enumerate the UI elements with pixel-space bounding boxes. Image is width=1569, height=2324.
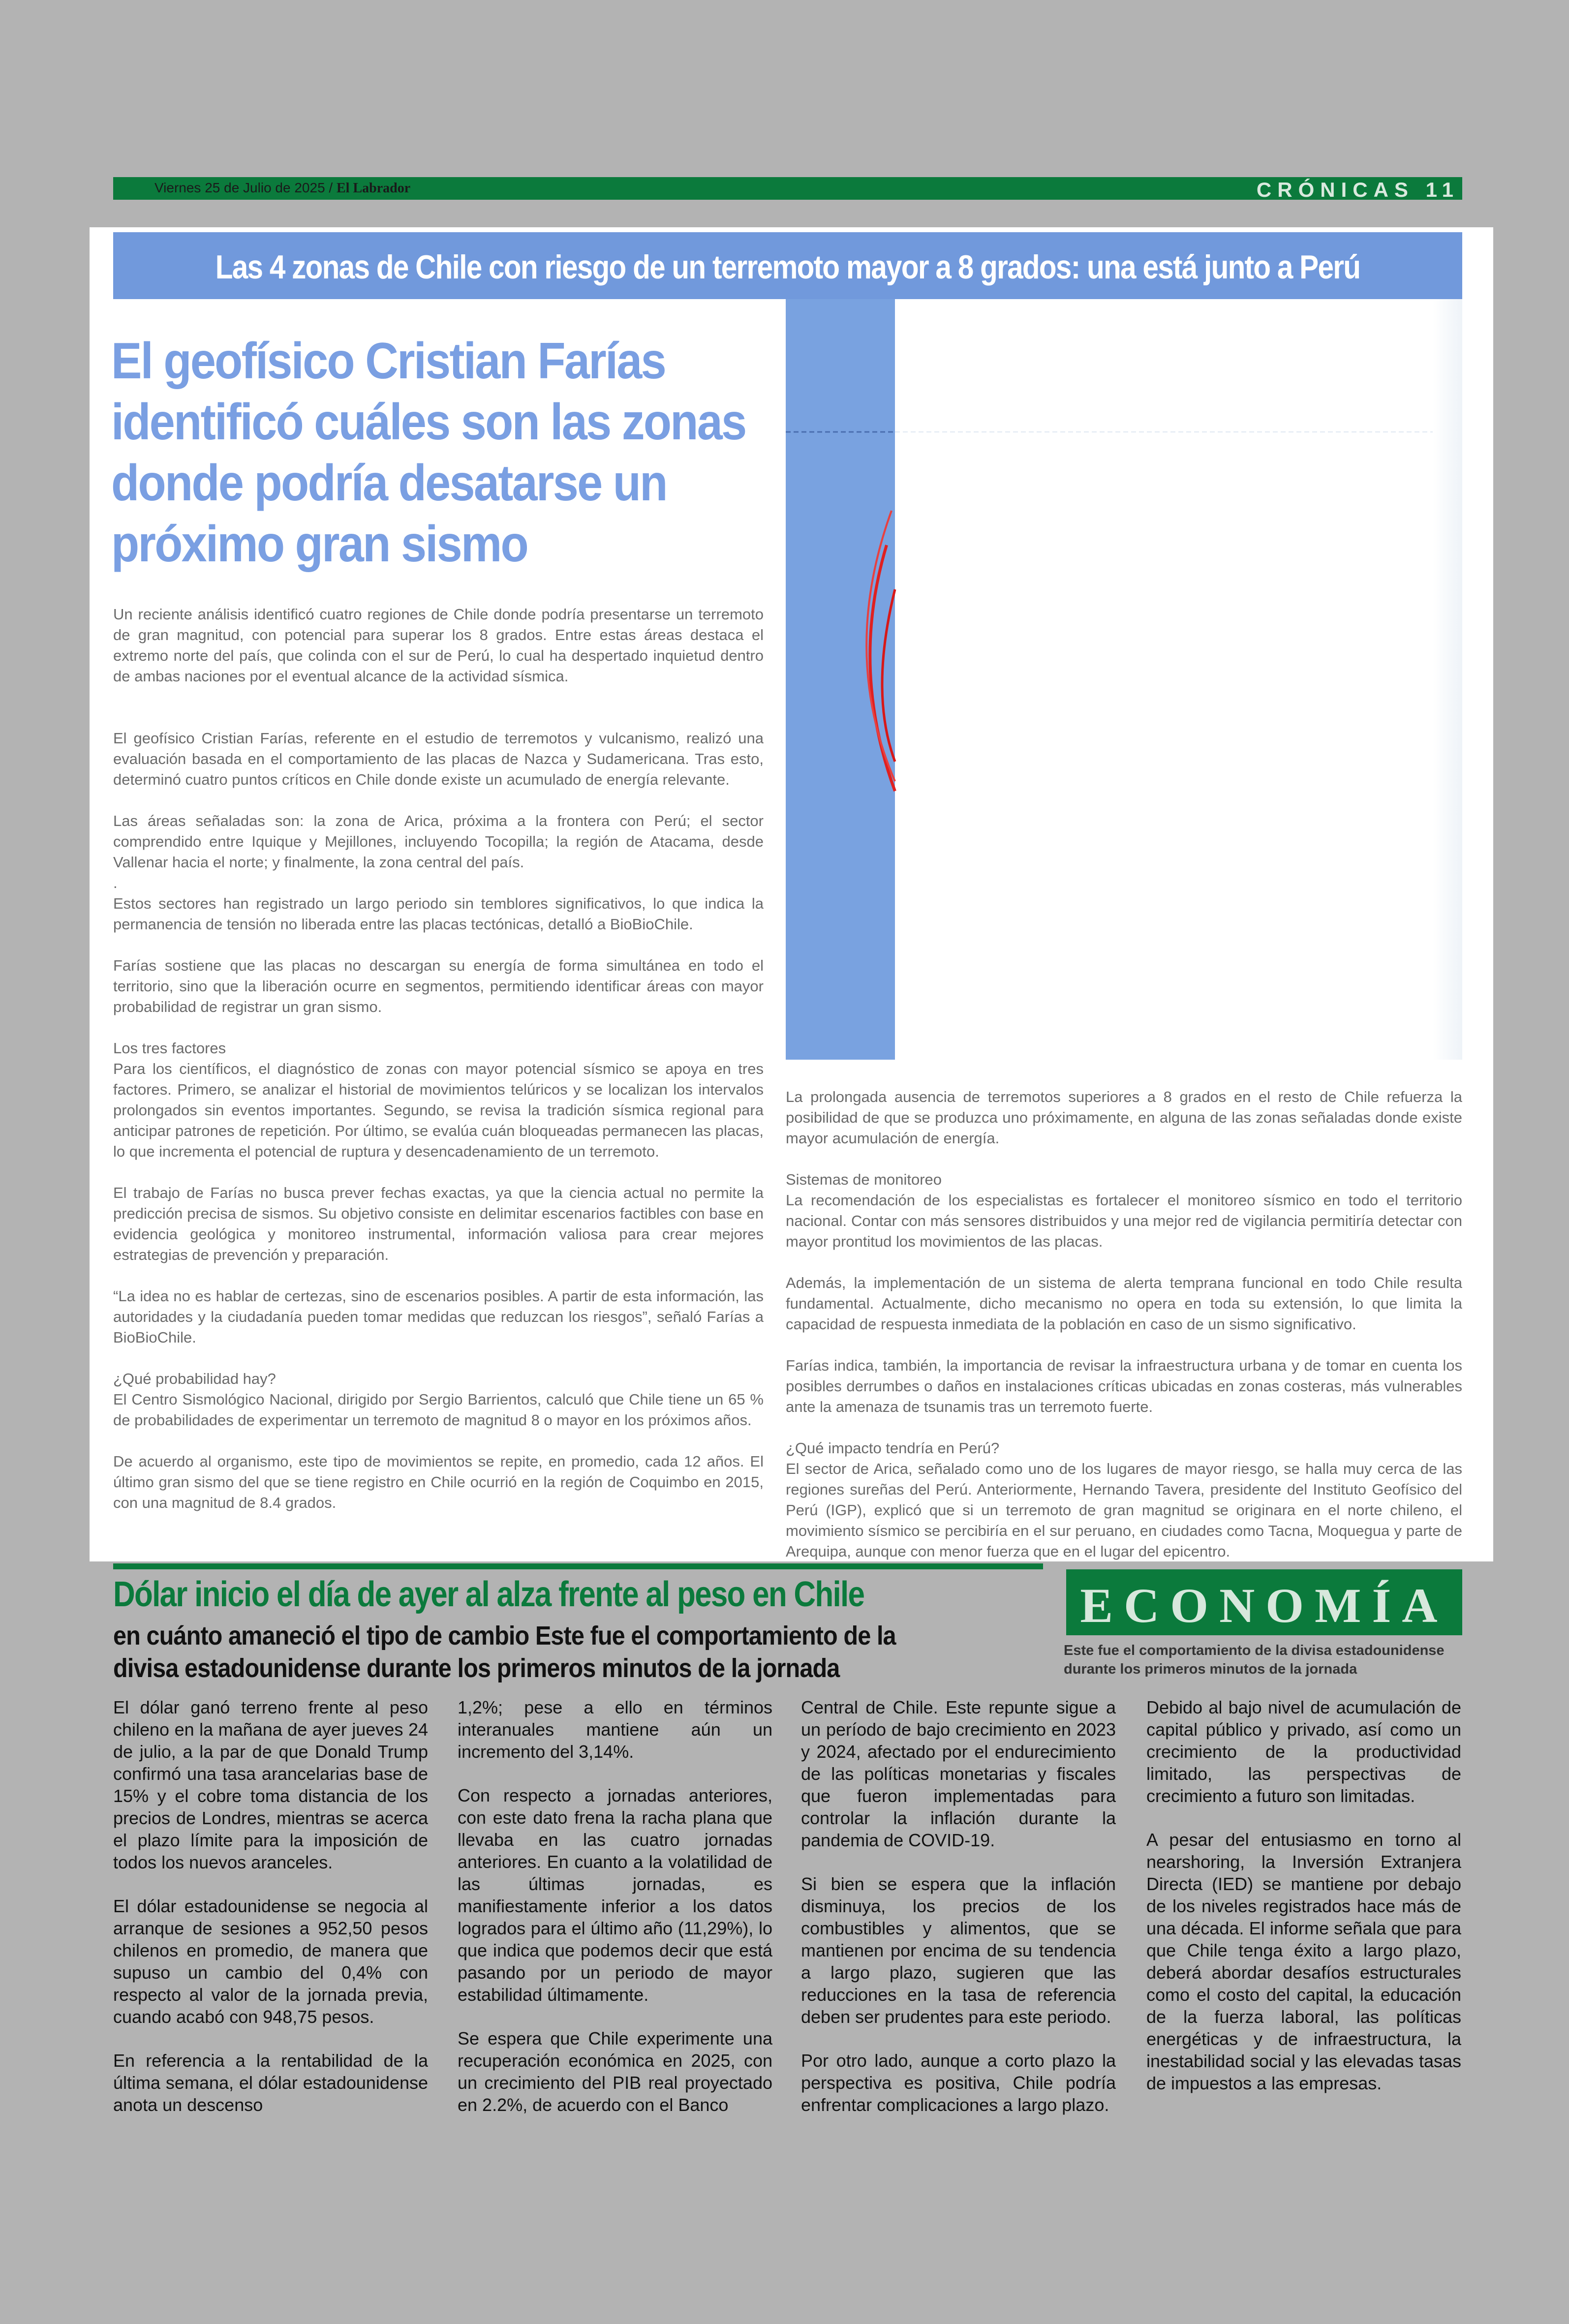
economy-paragraph: Central de Chile. Este repunte sigue a un período de bajo crecimiento en 2023 y 2024, afectado por el endurecimiento de las políticas monetarias y fiscales que fueron implementadas para controlar la inflación durante la pandemia de COVID-19.: [801, 1697, 1116, 1850]
economy-paragraph: El dólar ganó terreno frente al peso chileno en la mañana de ayer jueves 24 de julio, a la par de que Donald Trump confirmó una tasa arancelarias base de 15% y el cobre toma distancia de los precios de Londres, mientras se acerca el plazo límite para la imposición de todos los nuevos aranceles.: [113, 1697, 428, 1872]
article-paragraph: Estos sectores han registrado un largo periodo sin temblores significativos, lo que indica la permanencia de tensión no liberada entre las placas tectónicas, detalló a BioBioChile.: [113, 895, 764, 933]
newspaper-name: El Labrador: [336, 181, 411, 196]
article-section-heading: Los tres factores: [113, 1040, 226, 1057]
article-section-heading: ¿Qué impacto tendría en Perú?: [786, 1439, 1000, 1457]
fault-line-3: [882, 589, 895, 762]
article-paragraph: Farías sostiene que las placas no descargan su energía de forma simultánea en todo el territorio, sino que la liberación ocurre en segmentos, permitiendo identificar áreas con mayor probabilidad de registrar un gran sismo.: [113, 957, 764, 1015]
article-headline: Las 4 zonas de Chile con riesgo de un terremoto mayor a 8 grados: una está junto a Perú: [215, 248, 1360, 286]
economy-column-1: [113, 1696, 428, 2138]
economy-paragraph: En referencia a la rentabilidad de la última semana, el dólar estadounidense anota un descenso: [113, 2050, 428, 2115]
economy-column-4: [1146, 1696, 1461, 2116]
article-paragraph: La prolongada ausencia de terremotos superiores a 8 grados en el resto de Chile refuerza la posibilidad de que se produzca uno próximamente, en alguna de las zonas señaladas donde existe mayor acumulación de energía.: [786, 1088, 1462, 1147]
article-paragraph: Las áreas señaladas son: la zona de Arica, próxima a la frontera con Perú; el sector comprendido entre Iquique y Mejillones, incluyendo Tocopilla; la región de Atacama, desde Vallenar hacia el norte; y finalmente, la zona central del país.: [113, 812, 764, 871]
article-paragraph: Para los científicos, el diagnóstico de zonas con mayor potencial sísmico se apoya en tres factores. Primero, se analizar el historial de movimientos telúricos y se localizan los intervalos prolongados sin eventos importantes. Segundo, se revisa la tradición sísmica regional para anticipar patrones de repetición. Por último, se evalúa cuán bloqueadas permanecen las placas, lo que incrementa el potencial de ruptura y desencadenamiento de un terremoto.: [113, 1060, 764, 1160]
header-separator: /: [325, 180, 337, 195]
article-paragraph: El Centro Sismológico Nacional, dirigido por Sergio Barrientos, calculó que Chile tiene un 65 % de probabilidades de experimentar un terremoto de magnitud 8 o mayor en los próximos años.: [113, 1391, 764, 1429]
economy-paragraph: Se espera que Chile experimente una recuperación económica en 2025, con un crecimiento del PIB real proyectado en 2.2%, de acuerdo con el Banco: [458, 2028, 772, 2115]
photo-edge-fade: [1433, 299, 1462, 1060]
article-paragraph: .: [113, 874, 118, 891]
article-paragraph: Además, la implementación de un sistema de alerta temprana funcional en todo Chile resulta fundamental. Actualmente, dicho mecanismo no opera en toda su extensión, lo que limita la capacidad de respuesta inmediata de la población en caso de un sismo significativo.: [786, 1274, 1462, 1333]
article-paragraph: El geofísico Cristian Farías, referente en el estudio de terremotos y vulcanismo, realizó una evaluación basada en el comportamiento de las placas de Nazca y Sudamericana. Tras esto, determinó cuatro puntos críticos en Chile donde existe un acumulado de energía relevante.: [113, 730, 764, 788]
economy-paragraph: El dólar estadounidense se negocia al arranque de sesiones a 952,50 pesos chilenos en promedio, de manera que supuso un cambio del 0,4% con respecto al valor de la jornada previa, cuando acabó con 948,75 pesos.: [113, 1896, 428, 2027]
economy-column-3: [801, 1696, 1116, 2138]
economy-headline: Dólar inicio el día de ayer al alza frente al peso en Chile: [113, 1575, 864, 1614]
economy-subheadline: en cuánto amaneció el tipo de cambio Este fue el comportamiento de la divisa estadounidense durante los primeros minutos de la jornada: [113, 1621, 896, 1683]
article-subhead: El geofísico Cristian Farías identificó cuáles son las zonas donde podría desatarse un próximo gran sismo: [111, 333, 746, 573]
economy-paragraph: Por otro lado, aunque a corto plazo la perspectiva es positiva, Chile podría enfrentar complicaciones a largo plazo.: [801, 2050, 1116, 2115]
article-section-heading: ¿Qué probabilidad hay?: [113, 1370, 276, 1387]
economy-paragraph: Si bien se espera que la inflación disminuya, los precios de los combustibles y alimentos, que se mantienen por encima de su tendencia a largo plazo, sugieren que las reducciones en la tasa de referencia deben ser prudentes para este periodo.: [801, 1874, 1116, 2027]
header-date-line: [154, 180, 410, 196]
header-bar: [113, 177, 1462, 200]
article-paragraph: Farías indica, también, la importancia de revisar la infraestructura urbana y de tomar en cuenta los posibles derrumbes o daños en instalaciones críticas ubicadas en zonas costeras, más vulnerables ante la amenaza de tsunamis tras un terremoto fuerte.: [786, 1357, 1462, 1415]
economy-paragraph: Con respecto a jornadas anteriores, con este dato frena la racha plana que llevaba en las cuatro jornadas anteriores. En cuanto a la volatilidad de las últimas jornadas, es manifiestamente inferior a los datos logrados para el último año (11,29%), lo que indica que podemos decir que está pasando por un periodo de mayor estabilidad últimamente.: [458, 1785, 772, 2005]
article-paragraph: La recomendación de los especialistas es fortalecer el monitoreo sísmico en todo el territorio nacional. Contar con más sensores distribuidos y una mejor red de vigilancia permitiría detectar con mayor prontitud los movimientos de las placas.: [786, 1192, 1462, 1250]
economy-section-label: ECONOMÍA: [1080, 1578, 1448, 1633]
article-paragraph: El trabajo de Farías no busca prever fechas exactas, ya que la ciencia actual no permite la predicción precisa de sismos. Su objetivo consiste en delimitar escenarios factibles con base en evidencia geológica y monitoreo instrumental, información valiosa para crear mejores estrategias de prevención y preparación.: [113, 1184, 764, 1263]
article-paragraph: De acuerdo al organismo, este tipo de movimientos se repite, en promedio, cada 12 años. El último gran sismo del que se tiene registro en Chile ocurrió en la región de Coquimbo en 2015, con una magnitud de 8.4 grados.: [113, 1453, 764, 1511]
economy-paragraph: Debido al bajo nivel de acumulación de capital público y privado, así como un crecimiento de la productividad limitado, las perspectivas de crecimiento a futuro son limitadas.: [1146, 1697, 1461, 1806]
article-left-column: [113, 604, 764, 1534]
article-photo: [786, 299, 1462, 1060]
fault-map-graphic: [786, 299, 1462, 1060]
article-right-column: [786, 1087, 1462, 1583]
headline-bar: [113, 232, 1462, 299]
section-label: CRÓNICAS 11: [1256, 178, 1459, 201]
economy-column-2: [458, 1696, 772, 2138]
economy-divider: [113, 1563, 1043, 1569]
article-section-heading: Sistemas de monitoreo: [786, 1171, 942, 1188]
economy-paragraph: A pesar del entusiasmo en torno al nearshoring, la Inversión Extranjera Directa (IED) se mantiene por debajo de los niveles registrados hace más de una década. El informe señala que para que Chile tenga éxito a largo plazo, deberá abordar desafíos estructurales como el costo del capital, la educación de la fuerza laboral, las políticas energéticas y de infraestructura, la inestabilidad social y las elevadas tasas de impuestos a las empresas.: [1146, 1830, 1461, 2093]
article-paragraph: Un reciente análisis identificó cuatro regiones de Chile donde podría presentarse un terremoto de gran magnitud, con potencial para superar los 8 grados. Entre estas áreas destaca el extremo norte del país, que colinda con el sur de Perú, lo cual ha despertado inquietud dentro de ambas naciones por el eventual alcance de la actividad sísmica.: [113, 606, 764, 685]
article-quote: “La idea no es hablar de certezas, sino de escenarios posibles. A partir de esta información, las autoridades y la ciudadanía pueden tomar medidas que reduzcan los riesgos”, señaló Farías a BioBioChile.: [113, 1287, 764, 1346]
header-date: Viernes 25 de Julio de 2025: [154, 180, 325, 195]
economy-section-box: [1066, 1569, 1462, 1635]
economy-paragraph: 1,2%; pese a ello en términos interanuales mantiene aún un incremento del 3,14%.: [458, 1697, 772, 1762]
main-article: [90, 227, 1493, 1561]
article-paragraph: El sector de Arica, señalado como uno de los lugares de mayor riesgo, se halla muy cerca de las regiones sureñas del Perú. Anteriormente, Hernando Tavera, presidente del Instituto Geofísico del Perú (IGP), explicó que si un terremoto de gran magnitud se originara en el norte chileno, el movimiento sísmico se percibiría en el sur peruano, en ciudades como Tacna, Moquegua y parte de Arequipa, aunque con menor fuerza que en el lugar del epicentro.: [786, 1460, 1462, 1560]
economy-caption: Este fue el comportamiento de la divisa estadounidense durante los primeros minutos de la jornada: [1064, 1643, 1445, 1677]
